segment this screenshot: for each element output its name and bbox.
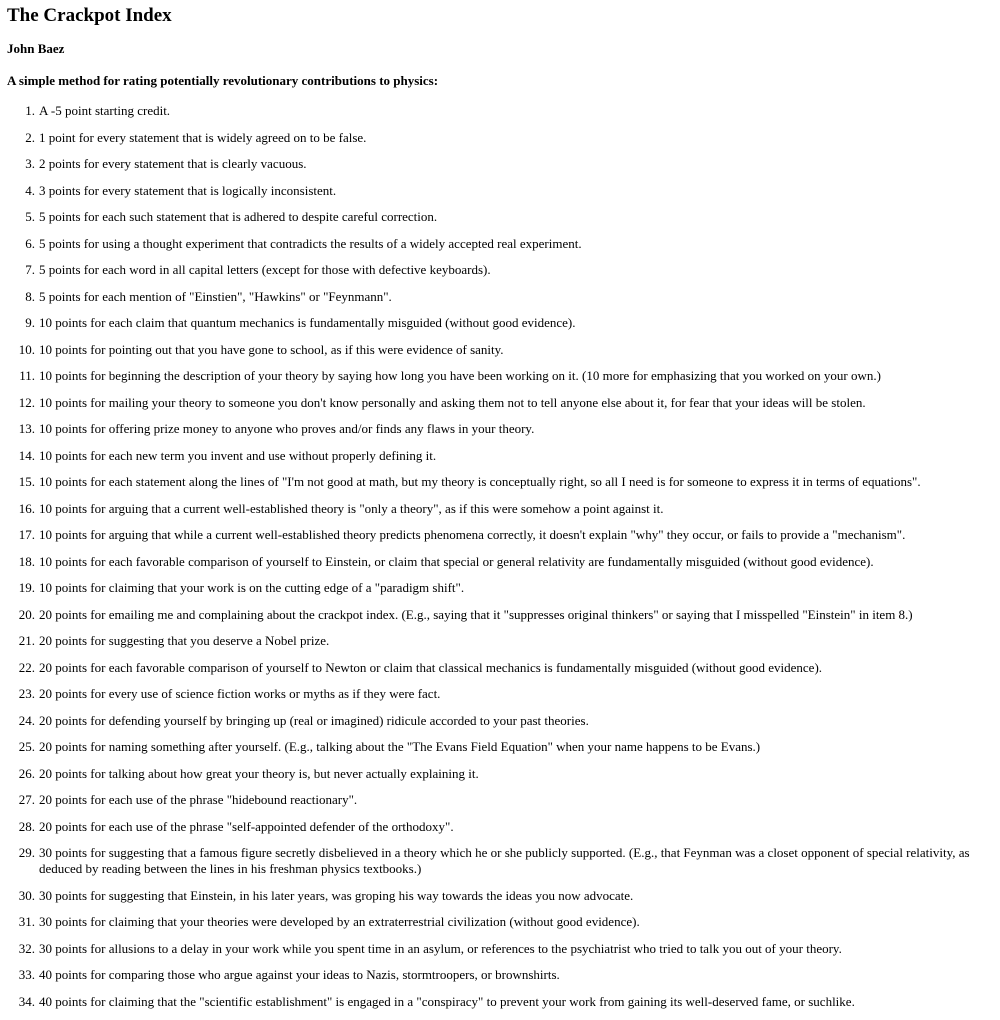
list-item-text: 20 points for emailing me and complaining about the crackpot index. (E.g., saying that it "suppresses original thinkers" or saying that I misspelled "Einstein" in item 8.) (39, 606, 913, 622)
list-item-text: 20 points for defending yourself by bringing up (real or imagined) ridicule accorded to your past theories. (39, 712, 589, 728)
list-item (7, 183, 997, 199)
list-item-number: 24. (18, 712, 35, 728)
list-item-text: 1 point for every statement that is widely agreed on to be false. (39, 129, 367, 145)
list-item-number: 31. (18, 914, 35, 929)
list-item (7, 554, 997, 570)
list-item-number: 6. (25, 235, 35, 251)
list-item-number: 5. (25, 209, 35, 224)
list-item-text: 30 points for allusions to a delay in your work while you spent time in an asylum, or references to the psychiatrist who tried to talk you out of your theory. (39, 940, 842, 956)
list-item (7, 103, 997, 119)
list-item (7, 941, 997, 957)
list-item (7, 395, 997, 411)
list-item (7, 686, 997, 702)
list-item-text: 30 points for claiming that your theories were developed by an extraterrestrial civilization (without good evidence). (39, 914, 640, 929)
list-item-number: 19. (18, 580, 35, 595)
list-item-text: 20 points for every use of science fiction works or myths as if they were fact. (39, 686, 441, 701)
list-item-number: 10. (18, 341, 35, 357)
list-item (7, 156, 997, 172)
intro-text: A simple method for rating potentially revolutionary contributions to physics: (7, 73, 439, 88)
list-item-number: 20. (18, 606, 35, 622)
list-item-text: 40 points for comparing those who argue against your ideas to Nazis, stormtroopers, or brownshirts. (39, 967, 560, 982)
list-item (7, 421, 997, 437)
list-item-text: 30 points for suggesting that a famous figure secretly disbelieved in a theory which he or she publicly supported. (E.g., that Feynman was a closet opponent of special relativity, as deduced by reading between the lines in his freshman physics textbooks.) (39, 845, 970, 876)
list-item-text: 5 points for each word in all capital letters (except for those with defective keyboards). (39, 262, 491, 277)
list-item (7, 342, 997, 358)
list-item (7, 792, 997, 808)
list-item (7, 501, 997, 517)
list-item-number: 33. (18, 967, 35, 982)
list-item (7, 888, 997, 904)
list-item-text: 10 points for each favorable comparison of yourself to Einstein, or claim that special or general relativity are fundamentally misguided (without good evidence). (39, 553, 874, 569)
list-item-number: 17. (18, 527, 35, 542)
list-item-number: 16. (18, 500, 35, 516)
list-item (7, 474, 997, 490)
list-item-text: 10 points for arguing that a current well-established theory is "only a theory", as if this were somehow a point against it. (39, 500, 664, 516)
list-item (7, 236, 997, 252)
list-item-text: 20 points for each favorable comparison of yourself to Newton or claim that classical mechanics is fundamentally misguided (without good evidence). (39, 659, 823, 675)
list-item (7, 713, 997, 729)
list-item-number: 12. (18, 394, 35, 410)
list-item-text: 3 points for every statement that is logically inconsistent. (39, 182, 337, 198)
list-item-text: 10 points for pointing out that you have gone to school, as if this were evidence of sanity. (39, 341, 504, 357)
list-item-number: 28. (18, 818, 35, 834)
list-item-text: 2 points for every statement that is clearly vacuous. (39, 156, 307, 171)
author-name: John Baez (7, 41, 65, 56)
list-item-number: 22. (18, 659, 35, 675)
list-item-text: 5 points for each such statement that is adhered to despite careful correction. (39, 209, 438, 224)
list-item-number: 27. (18, 792, 35, 807)
list-item-text: 5 points for using a thought experiment that contradicts the results of a widely accepted real experiment. (39, 235, 582, 251)
list-item (7, 262, 997, 278)
list-item-number: 11. (19, 368, 35, 383)
list-item (7, 209, 997, 225)
list-item-text: 20 points for each use of the phrase "hidebound reactionary". (39, 792, 358, 807)
list-item-text: 10 points for claiming that your work is on the cutting edge of a "paradigm shift". (39, 580, 465, 595)
list-item-text: 10 points for beginning the description of your theory by saying how long you have been working on it. (10 more for emphasizing that you worked on your own.) (39, 368, 881, 383)
list-item (7, 914, 997, 930)
list-item (7, 819, 997, 835)
list-item-number: 9. (25, 315, 35, 330)
list-item (7, 739, 997, 755)
list-item-text: 10 points for mailing your theory to someone you don't know personally and asking them not to tell anyone else about it, for fear that your ideas will be stolen. (39, 394, 866, 410)
list-item-text: 30 points for suggesting that Einstein, in his later years, was groping his way towards the ideas you now advocate. (39, 887, 634, 903)
list-item-number: 23. (18, 686, 35, 701)
list-item-text: 10 points for each new term you invent and use without properly defining it. (39, 447, 437, 463)
list-item-number: 1. (25, 103, 35, 118)
list-item-number: 2. (25, 129, 35, 145)
list-item (7, 607, 997, 623)
list-item-number: 32. (18, 940, 35, 956)
list-item-number: 18. (18, 553, 35, 569)
list-item-text: 10 points for arguing that while a current well-established theory predicts phenomena correctly, it doesn't explain "why" they occur, or fails to provide a "mechanism". (39, 527, 906, 542)
list-item-number: 26. (18, 765, 35, 781)
list-item-text: A -5 point starting credit. (39, 103, 171, 118)
list-item (7, 660, 997, 676)
list-item-number: 25. (18, 739, 35, 754)
list-item (7, 766, 997, 782)
list-item (7, 289, 997, 305)
list-item-number: 8. (25, 288, 35, 304)
list-item-number: 14. (18, 447, 35, 463)
list-item (7, 130, 997, 146)
crackpot-index-list (7, 103, 997, 1020)
list-item (7, 368, 997, 384)
list-item (7, 967, 997, 983)
list-item-number: 21. (18, 633, 35, 648)
page-title: The Crackpot Index (7, 5, 172, 26)
list-item-number: 29. (18, 845, 35, 860)
list-item-number: 3. (25, 156, 35, 171)
list-item-number: 13. (18, 421, 35, 436)
list-item-text: 20 points for talking about how great your theory is, but never actually explaining it. (39, 765, 479, 781)
list-item (7, 633, 997, 649)
list-item-number: 7. (25, 262, 35, 277)
list-item (7, 448, 997, 464)
list-item-number: 30. (18, 887, 35, 903)
list-item-text: 20 points for each use of the phrase "self-appointed defender of the orthodoxy". (39, 818, 454, 834)
list-item (7, 845, 997, 877)
list-item (7, 580, 997, 596)
list-item-text: 20 points for suggesting that you deserve a Nobel prize. (39, 633, 330, 648)
list-item-number: 15. (18, 474, 35, 489)
list-item (7, 994, 997, 1010)
list-item-text: 10 points for each claim that quantum mechanics is fundamentally misguided (without good evidence). (39, 315, 576, 330)
list-item (7, 315, 997, 331)
list-item-number: 4. (25, 182, 35, 198)
list-item-text: 40 points for claiming that the "scientific establishment" is engaged in a "conspiracy" to prevent your work from gaining its well-deserved fame, or suchlike. (39, 993, 855, 1009)
list-item-text: 5 points for each mention of "Einstien", "Hawkins" or "Feynmann". (39, 288, 392, 304)
list-item (7, 527, 997, 543)
list-item-text: 20 points for naming something after yourself. (E.g., talking about the "The Evans Field Equation" when your name happens to be Evans.) (39, 739, 761, 754)
list-item-text: 10 points for offering prize money to anyone who proves and/or finds any flaws in your theory. (39, 421, 535, 436)
list-item-text: 10 points for each statement along the lines of "I'm not good at math, but my theory is conceptually right, so all I need is for someone to express it in terms of equations". (39, 474, 921, 489)
list-item-number: 34. (18, 993, 35, 1009)
